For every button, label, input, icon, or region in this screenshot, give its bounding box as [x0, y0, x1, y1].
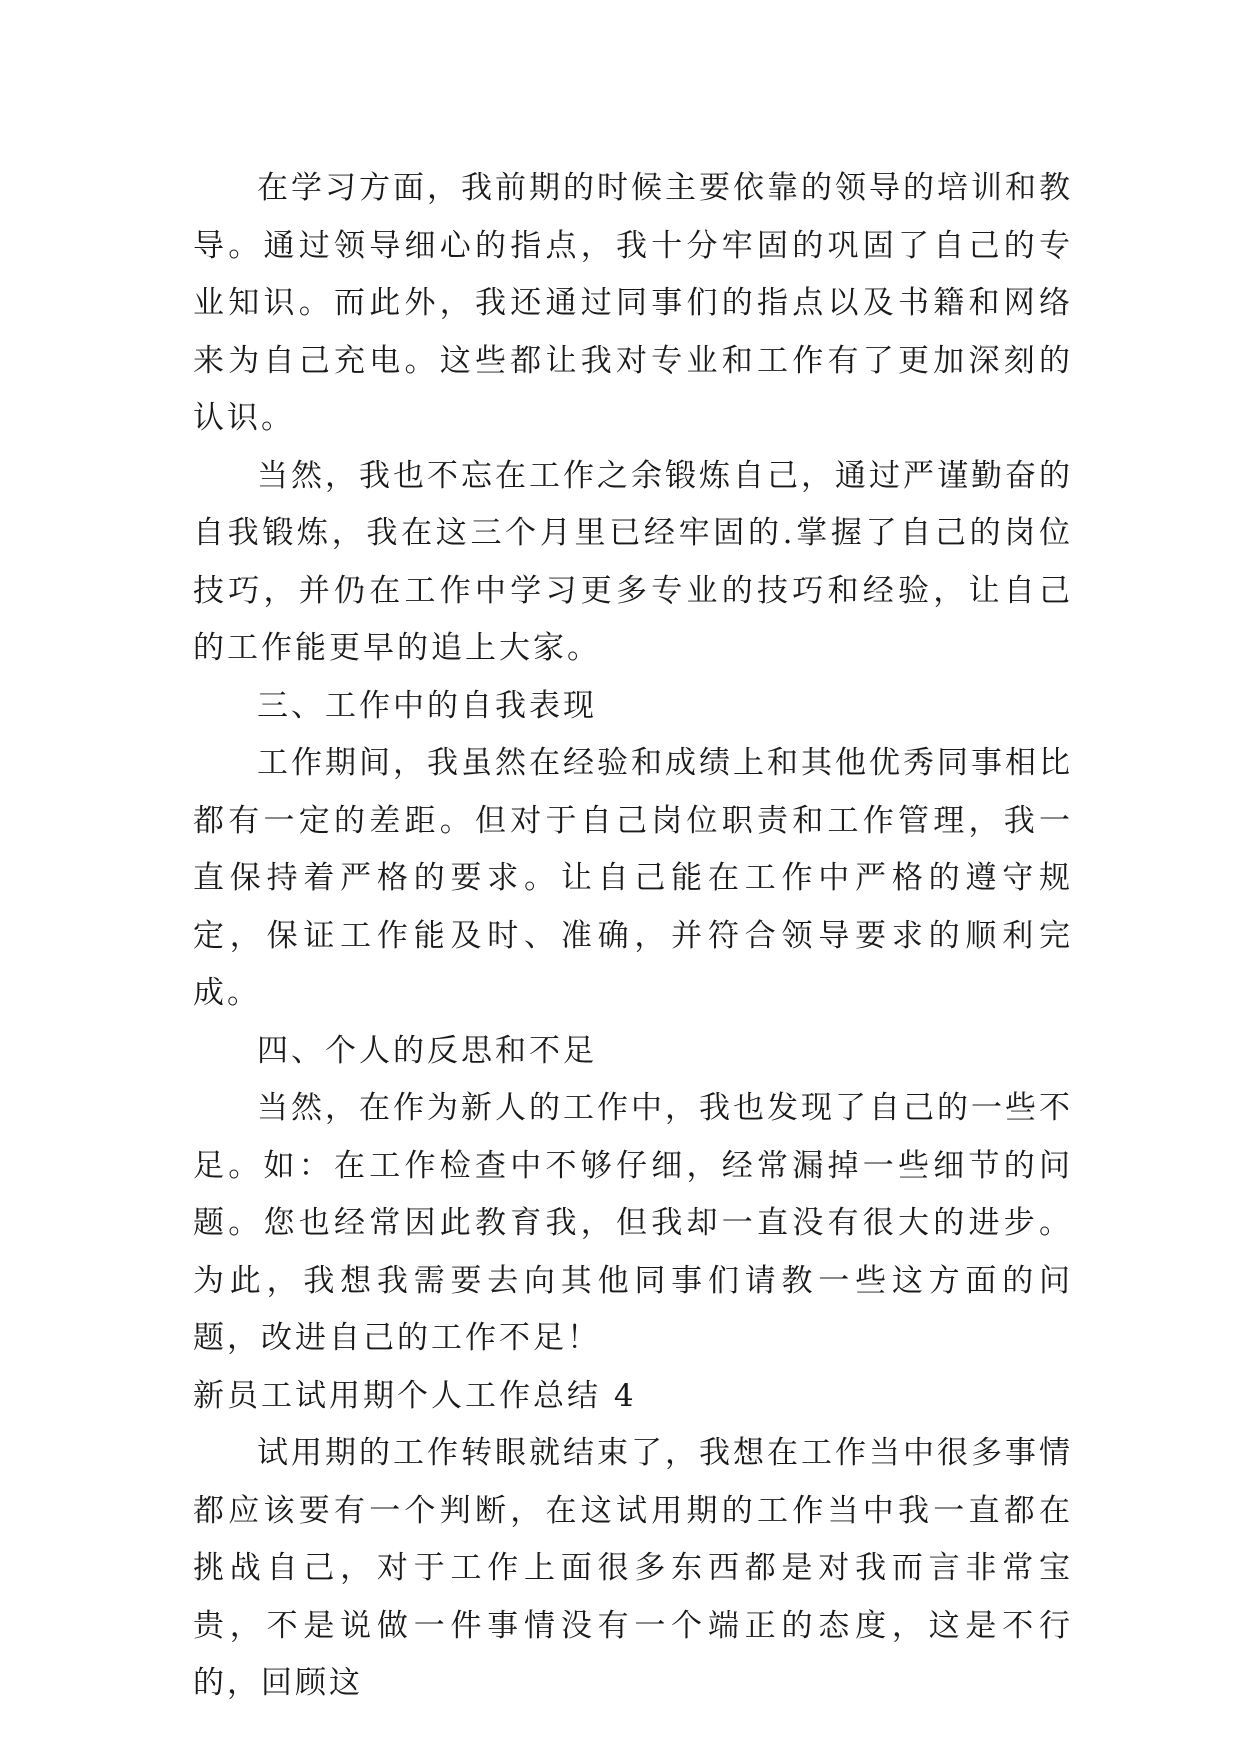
paragraph-study: 在学习方面，我前期的时候主要依靠的领导的培训和教导。通过领导细心的指点，我十分牢固的巩固了自己的专业知识。而此外，我还通过同事们的指点以及书籍和网络来为自己充电。这些都让我对专业和工作有了更加深刻的认识。: [193, 170, 1073, 436]
document-body: [193, 160, 1073, 1713]
section-heading-performance: 三、工作中的自我表现: [257, 687, 597, 724]
paragraph-probation-summary: 试用期的工作转眼就结束了，我想在工作当中很多事情都应该要有一个判断，在这试用期的工作当中我一直都在挑战自己，对于工作上面很多东西都是对我而言非常宝贵，不是说做一件事情没有一个端正的态度，这是不行的，回顾这: [193, 1435, 1073, 1701]
document-subtitle: 新员工试用期个人工作总结 4: [193, 1377, 637, 1414]
section-heading-reflection: 四、个人的反思和不足: [257, 1032, 597, 1069]
paragraph-self-training: 当然，我也不忘在工作之余锻炼自己，通过严谨勤奋的自我锻炼，我在这三个月里已经牢固的.掌握了自己的岗位技巧，并仍在工作中学习更多专业的技巧和经验，让自己的工作能更早的追上大家。: [193, 457, 1073, 666]
paragraph-performance: 工作期间，我虽然在经验和成绩上和其他优秀同事相比都有一定的差距。但对于自己岗位职责和工作管理，我一直保持着严格的要求。让自己能在工作中严格的遵守规定，保证工作能及时、准确，并符合领导要求的顺利完成。: [193, 745, 1073, 1011]
paragraph-reflection: 当然，在作为新人的工作中，我也发现了自己的一些不足。如：在工作检查中不够仔细，经常漏掉一些细节的问题。您也经常因此教育我，但我却一直没有很大的进步。为此，我想我需要去向其他同事们请教一些这方面的问题，改进自己的工作不足！: [193, 1090, 1073, 1356]
